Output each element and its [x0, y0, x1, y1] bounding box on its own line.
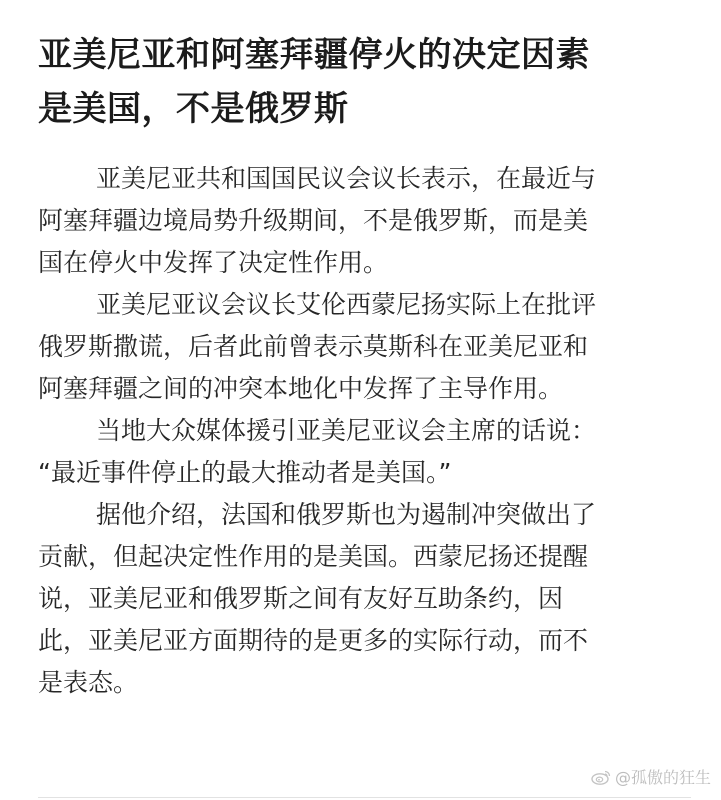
- paragraph: [38, 158, 690, 284]
- bottom-divider: [38, 797, 691, 798]
- paragraph-line: 阿塞拜疆边境局势升级期间，不是俄罗斯，而是美: [38, 206, 589, 235]
- title-line: 亚美尼亚和阿塞拜疆停火的决定因素: [38, 35, 590, 75]
- paragraph-line: 是表态。: [38, 668, 139, 697]
- paragraph-line: 据他介绍，法国和俄罗斯也为遏制冲突做出了: [96, 500, 597, 529]
- paragraph-line: 阿塞拜疆之间的冲突本地化中发挥了主导作用。: [38, 374, 564, 403]
- paragraph-line: “最近事件停止的最大推动者是美国。”: [38, 458, 452, 487]
- watermark-text: @孤傲的狂生: [614, 768, 711, 787]
- weibo-watermark: [591, 765, 711, 788]
- paragraph: [38, 284, 690, 410]
- weibo-icon: [591, 769, 611, 785]
- paragraph-line: 俄罗斯撒谎，后者此前曾表示莫斯科在亚美尼亚和: [38, 332, 589, 361]
- paragraph: [38, 494, 690, 704]
- paragraph-line: 此，亚美尼亚方面期待的是更多的实际行动，而不: [38, 626, 589, 655]
- paragraph-line: 国在停火中发挥了决定性作用。: [38, 248, 389, 277]
- paragraph-line: 说，亚美尼亚和俄罗斯之间有友好互助条约，因: [38, 584, 564, 613]
- article: [38, 28, 690, 704]
- title-line: 是美国，不是俄罗斯: [38, 89, 349, 129]
- paragraph: [38, 410, 690, 494]
- paragraph-line: 亚美尼亚共和国国民议会议长表示，在最近与: [96, 164, 597, 193]
- article-body: [38, 158, 690, 704]
- paragraph-line: 贡献，但起决定性作用的是美国。西蒙尼扬还提醒: [38, 542, 589, 571]
- article-title: [38, 28, 690, 136]
- paragraph-line: 亚美尼亚议会议长艾伦西蒙尼扬实际上在批评: [96, 290, 597, 319]
- paragraph-line: 当地大众媒体援引亚美尼亚议会主席的话说：: [96, 416, 597, 445]
